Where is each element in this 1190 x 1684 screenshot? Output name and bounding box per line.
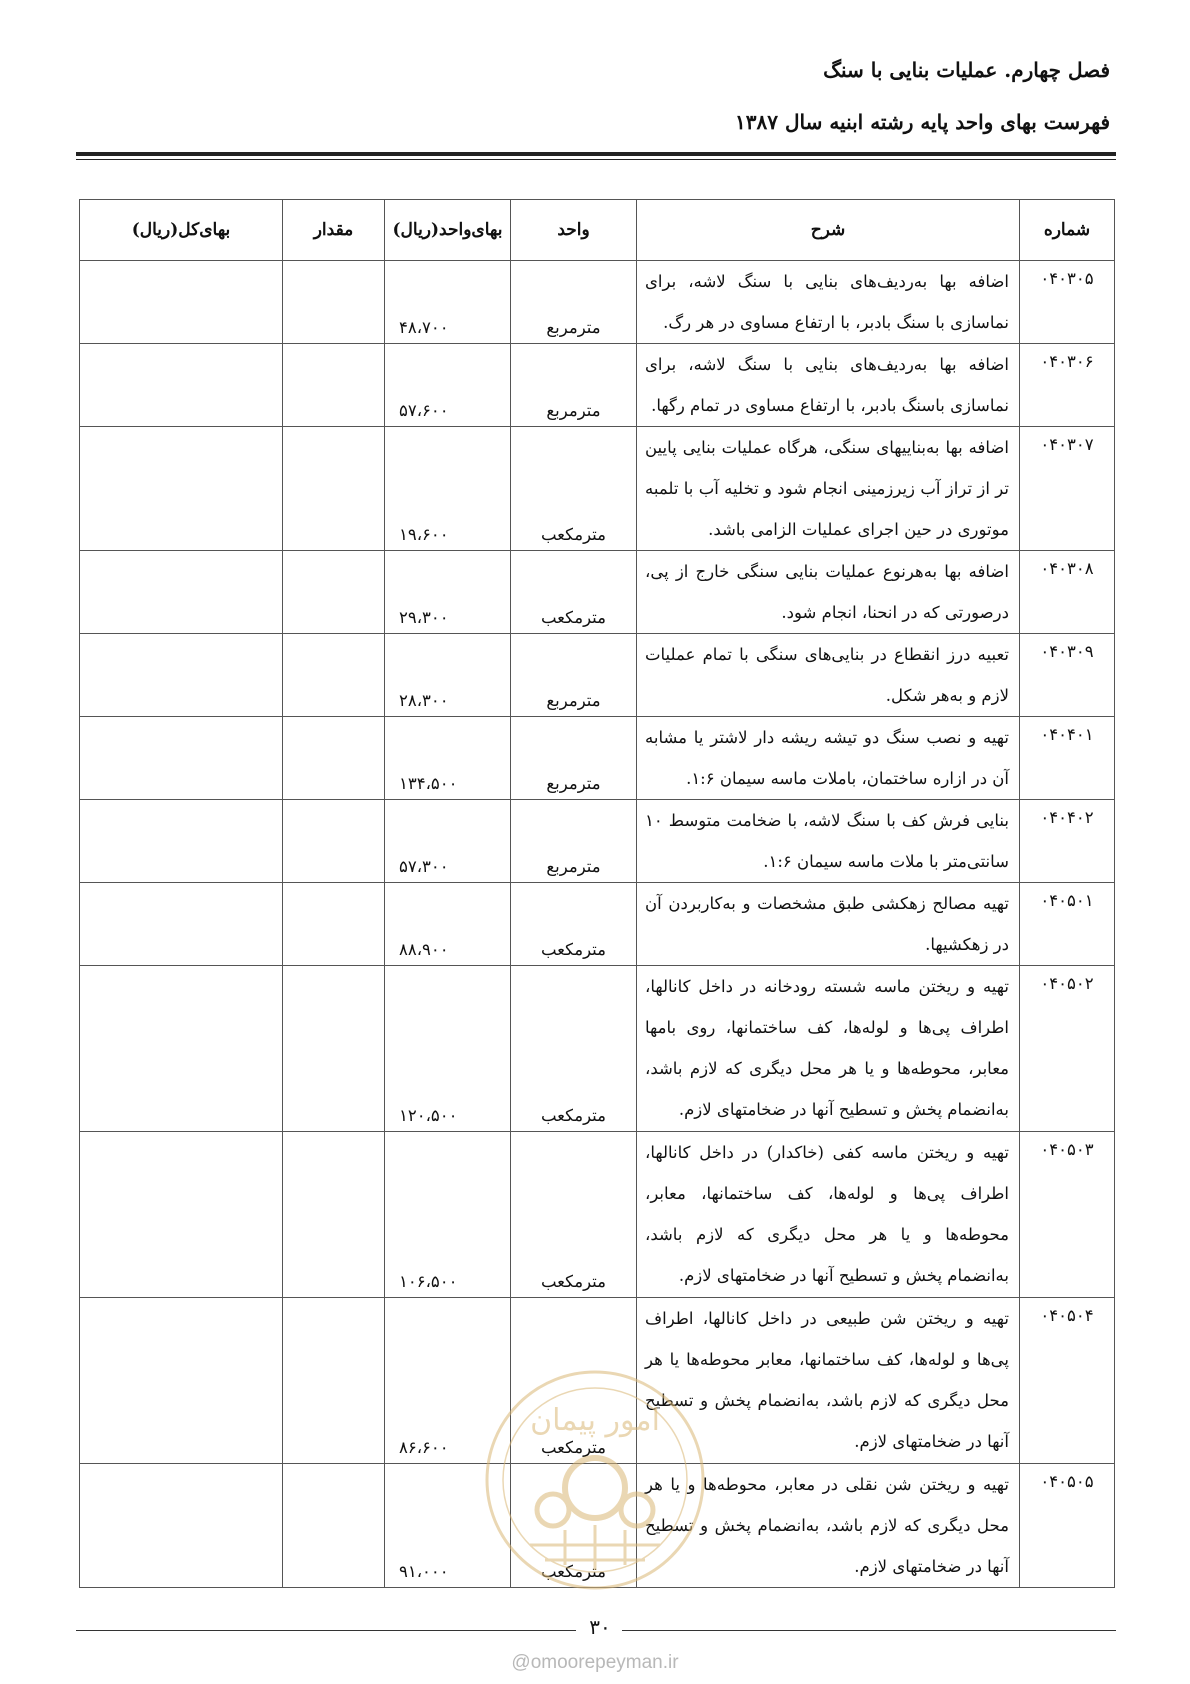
col-header-quantity: مقدار (283, 200, 385, 261)
row-unit-price: ۸۸،۹۰۰ (385, 883, 511, 966)
row-total (80, 634, 283, 717)
row-unit: مترمکعب (511, 1298, 637, 1464)
row-number: ۰۴۰۵۰۳ (1020, 1132, 1115, 1298)
row-quantity (283, 344, 385, 427)
table-row (80, 261, 1115, 344)
table-row (80, 1132, 1115, 1298)
row-quantity (283, 883, 385, 966)
row-total (80, 966, 283, 1132)
row-number: ۰۴۰۳۰۶ (1020, 344, 1115, 427)
row-unit-price: ۱۲۰،۵۰۰ (385, 966, 511, 1132)
row-unit: مترمکعب (511, 427, 637, 551)
row-description: اضافه بها به‌بناییهای سنگی، هرگاه عملیات بنایی پایین تر از تراز آب زیرزمینی انجام شود و تخلیه آب با تلمبه موتوری در حین اجرای عملیات الزامی باشد. (637, 427, 1020, 551)
row-unit: مترمکعب (511, 551, 637, 634)
row-description: تهیه و ریختن ماسه کفی (خاکدار) در داخل کانالها، اطراف پی‌ها و لوله‌ها، کف ساختمانها، معابر، محوطه‌ها و یا هر محل دیگری که لازم باشد، به‌انضمام پخش و تسطیح آنها در ضخامتهای لازم. (637, 1132, 1020, 1298)
row-quantity (283, 427, 385, 551)
table-row (80, 634, 1115, 717)
row-description: تهیه مصالح زهکشی طبق مشخصات و به‌کاربردن آن در زهکشیها. (637, 883, 1020, 966)
row-total (80, 261, 283, 344)
row-total (80, 717, 283, 800)
footer-divider-right (622, 1630, 1116, 1631)
table-header-row (80, 200, 1115, 261)
table-row (80, 1464, 1115, 1588)
row-unit-price: ۹۱،۰۰۰ (385, 1464, 511, 1588)
row-number: ۰۴۰۳۰۸ (1020, 551, 1115, 634)
row-quantity (283, 551, 385, 634)
row-unit: مترمربع (511, 344, 637, 427)
row-description: بنایی فرش کف با سنگ لاشه، با ضخامت متوسط ۱۰ سانتی‌متر با ملات ماسه سیمان ۱:۶. (637, 800, 1020, 883)
row-description: تهیه و ریختن شن نقلی در معابر، محوطه‌ها و یا هر محل دیگری که لازم باشد، به‌انضمام پخش و تسطیح آنها در ضخامتهای لازم. (637, 1464, 1020, 1588)
row-total (80, 1464, 283, 1588)
row-unit: مترمکعب (511, 966, 637, 1132)
row-unit-price: ۵۷،۳۰۰ (385, 800, 511, 883)
row-unit-price: ۱۹،۶۰۰ (385, 427, 511, 551)
row-total (80, 551, 283, 634)
col-header-unit-price: بهای‌واحد(ریال) (385, 200, 511, 261)
row-unit-price: ۱۳۴،۵۰۰ (385, 717, 511, 800)
row-quantity (283, 717, 385, 800)
col-header-total-price: بهای‌کل(ریال) (80, 200, 283, 261)
row-unit-price: ۲۹،۳۰۰ (385, 551, 511, 634)
stamp-text: امور پیمان (530, 1403, 660, 1438)
row-unit-price: ۴۸،۷۰۰ (385, 261, 511, 344)
chapter-title: فصل چهارم. عملیات بنایی با سنگ (823, 58, 1110, 82)
row-quantity (283, 634, 385, 717)
row-number: ۰۴۰۵۰۵ (1020, 1464, 1115, 1588)
row-number: ۰۴۰۵۰۲ (1020, 966, 1115, 1132)
row-number: ۰۴۰۵۰۱ (1020, 883, 1115, 966)
row-unit-price: ۵۷،۶۰۰ (385, 344, 511, 427)
row-quantity (283, 1464, 385, 1588)
table-row (80, 800, 1115, 883)
table-row (80, 966, 1115, 1132)
row-unit: مترمربع (511, 800, 637, 883)
row-total (80, 427, 283, 551)
row-unit: مترمکعب (511, 1132, 637, 1298)
header-divider-thin (76, 159, 1116, 160)
row-number: ۰۴۰۴۰۱ (1020, 717, 1115, 800)
footer-divider-left (76, 1630, 576, 1631)
row-unit: مترمربع (511, 717, 637, 800)
row-unit-price: ۲۸،۳۰۰ (385, 634, 511, 717)
row-number: ۰۴۰۴۰۲ (1020, 800, 1115, 883)
row-description: تعبیه درز انقطاع در بنایی‌های سنگی با تمام عملیات لازم و به‌هر شکل. (637, 634, 1020, 717)
row-unit: مترمربع (511, 261, 637, 344)
price-list-title: فهرست بهای واحد پایه رشته ابنیه سال ۱۳۸۷ (735, 110, 1110, 134)
row-unit: مترمربع (511, 634, 637, 717)
row-total (80, 344, 283, 427)
header-divider-thick (76, 152, 1116, 156)
table-row (80, 551, 1115, 634)
row-total (80, 800, 283, 883)
row-description: تهیه و نصب سنگ دو تیشه ریشه دار لاشتر یا مشابه آن در ازاره ساختمان، باملات ماسه سیمان ۱:۶. (637, 717, 1020, 800)
row-quantity (283, 261, 385, 344)
row-number: ۰۴۰۳۰۹ (1020, 634, 1115, 717)
table-row (80, 883, 1115, 966)
col-header-description: شرح (637, 200, 1020, 261)
row-description: اضافه بها به‌هرنوع عملیات بنایی سنگی خارج از پی، درصورتی که در انحنا، انجام شود. (637, 551, 1020, 634)
row-total (80, 883, 283, 966)
col-header-unit: واحد (511, 200, 637, 261)
row-quantity (283, 966, 385, 1132)
row-description: تهیه و ریختن شن طبیعی در داخل کانالها، اطراف پی‌ها و لوله‌ها، کف ساختمانها، معابر محوطه‌ها یا هر محل دیگری که لازم باشد، به‌انضمام پخش و تسطیح آنها در ضخامتهای لازم. (637, 1298, 1020, 1464)
table-row (80, 1298, 1115, 1464)
row-unit-price: ۸۶،۶۰۰ (385, 1298, 511, 1464)
row-number: ۰۴۰۳۰۷ (1020, 427, 1115, 551)
row-total (80, 1298, 283, 1464)
row-quantity (283, 1298, 385, 1464)
row-quantity (283, 1132, 385, 1298)
table-row (80, 344, 1115, 427)
row-unit: مترمکعب (511, 1464, 637, 1588)
table-row (80, 717, 1115, 800)
row-quantity (283, 800, 385, 883)
row-number: ۰۴۰۳۰۵ (1020, 261, 1115, 344)
table-row (80, 427, 1115, 551)
row-description: اضافه بها به‌ردیف‌های بنایی با سنگ لاشه، برای نماسازی با سنگ بادبر، با ارتفاع مساوی در هر رگ. (637, 261, 1020, 344)
row-description: اضافه بها به‌ردیف‌های بنایی با سنگ لاشه، برای نماسازی باسنگ بادبر، با ارتفاع مساوی در تمام رگها. (637, 344, 1020, 427)
row-total (80, 1132, 283, 1298)
row-description: تهیه و ریختن ماسه شسته رودخانه در داخل کانالها، اطراف پی‌ها و لوله‌ها، کف ساختمانها، روی بامها معابر، محوطه‌ها و یا هر محل دیگری که لازم باشد، به‌انضمام پخش و تسطیح آنها در ضخامتهای لازم. (637, 966, 1020, 1132)
watermark-url: @omoorepeyman.ir (511, 1652, 679, 1673)
row-unit: مترمکعب (511, 883, 637, 966)
page-number: ۳۰ (589, 1615, 611, 1639)
col-header-number: شماره (1020, 200, 1115, 261)
price-table (79, 199, 1115, 1588)
row-number: ۰۴۰۵۰۴ (1020, 1298, 1115, 1464)
row-unit-price: ۱۰۶،۵۰۰ (385, 1132, 511, 1298)
page-header (735, 58, 1110, 134)
